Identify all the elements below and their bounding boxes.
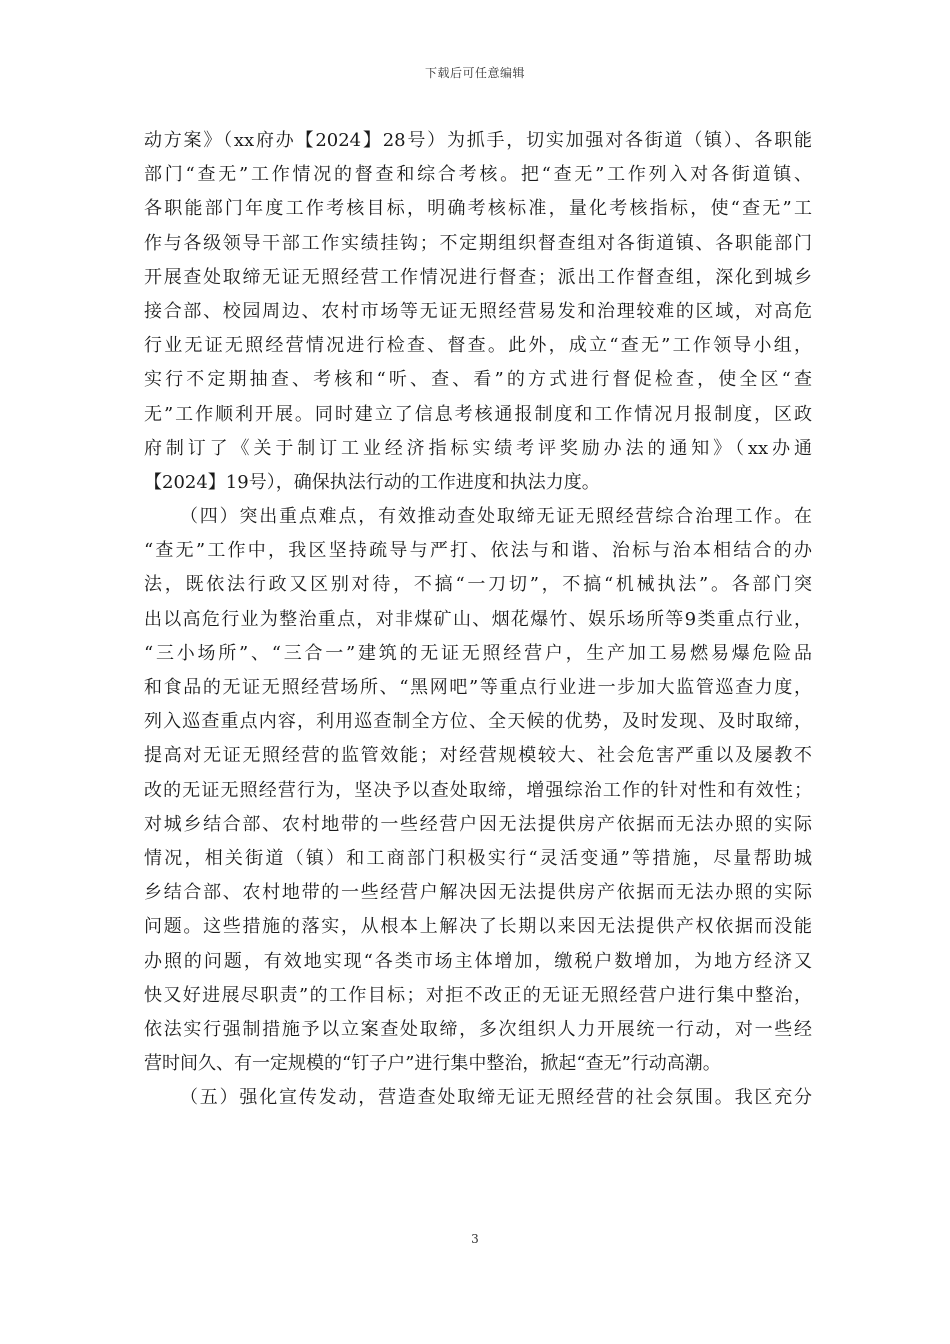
- text-line: 和食品的无证无照经营场所、“黑网吧”等重点行业进一步加大监管巡查力度，: [144, 677, 812, 698]
- text-line: 法，既依法行政又区别对待，不搞“一刀切”，不搞“机械执法”。各部门突: [144, 574, 812, 596]
- text-line: 出以高危行业为整治重点，对非煤矿山、烟花爆竹、娱乐场所等9类重点行业，: [144, 608, 812, 630]
- text-line: 营时间久、有一定规模的“钉子户”进行集中整治，掀起“查无”行动高潮。: [144, 1053, 721, 1075]
- text-line: 作与各级领导干部工作实绩挂钩；不定期组织督查组对各街道镇、各职能部门: [144, 232, 812, 254]
- text-line: “查无”工作中，我区坚持疏导与严打、依法与和谐、治标与治本相结合的办: [144, 540, 812, 562]
- text-line: 改的无证无照经营行为，坚决予以查处取缔，增强综治工作的针对性和有效性；: [144, 779, 812, 801]
- text-line: 部门“查无”工作情况的督查和综合考核。把“查无”工作列入对各街道镇、: [144, 164, 812, 186]
- paragraph: [144, 500, 812, 1081]
- paragraph: [144, 124, 812, 500]
- page-header: 下载后可任意编辑: [424, 66, 525, 80]
- text-line: 对城乡结合部、农村地带的一些经营户因无法提供房产依据而无法办照的实际: [144, 813, 812, 835]
- text-line: 问题。这些措施的落实，从根本上解决了长期以来因无法提供产权依据而没能: [144, 916, 812, 938]
- text-line: 情况，相关街道（镇）和工商部门积极实行“灵活变通”等措施，尽量帮助城: [144, 847, 812, 869]
- text-line: 乡结合部、农村地带的一些经营户解决因无法提供房产依据而无法办照的实际: [144, 882, 812, 904]
- text-line: （四）突出重点难点，有效推动查处取缔无证无照经营综合治理工作。在: [180, 506, 812, 528]
- document-body: [144, 124, 812, 1115]
- text-line: 提高对无证无照经营的监管效能；对经营规模较大、社会危害严重以及屡教不: [144, 745, 812, 767]
- text-line: 列入巡查重点内容，利用巡查制全方位、全天候的优势，及时发现、及时取缔，: [144, 711, 812, 733]
- text-line: 府制订了《关于制订工业经济指标实绩考评奖励办法的通知》（xx办通: [144, 437, 812, 459]
- text-line: 办照的问题，有效地实现“各类市场主体增加，缴税户数增加，为地方经济又: [144, 950, 812, 972]
- text-line: （五）强化宣传发动，营造查处取缔无证无照经营的社会氛围。我区充分: [180, 1087, 812, 1109]
- text-line: 无”工作顺利开展。同时建立了信息考核通报制度和工作情况月报制度，区政: [144, 403, 812, 425]
- paragraph: [144, 1081, 812, 1115]
- text-line: 各职能部门年度工作考核目标，明确考核标准，量化考核指标，使“查无”工: [144, 198, 812, 220]
- text-line: 接合部、校园周边、农村市场等无证无照经营易发和治理较难的区域，对高危: [144, 300, 812, 322]
- text-line: 行业无证无照经营情况进行检查、督查。此外，成立“查无”工作领导小组，: [144, 335, 812, 357]
- text-line: 动方案》（xx府办【2024】28号）为抓手，切实加强对各街道（镇）、各职能: [144, 130, 812, 151]
- text-line: 快又好进展尽职责”的工作目标；对拒不改正的无证无照经营户进行集中整治，: [144, 984, 812, 1006]
- text-line: 【2024】19号），确保执法行动的工作进度和执法力度。: [144, 471, 600, 493]
- text-line: 开展查处取缔无证无照经营工作情况进行督查；派出工作督查组，深化到城乡: [144, 266, 812, 288]
- text-line: 实行不定期抽查、考核和“听、查、看”的方式进行督促检查，使全区“查: [144, 369, 812, 391]
- text-line: “三小场所”、“三合一”建筑的无证无照经营户，生产加工易燃易爆危险品: [144, 642, 812, 664]
- page-number: 3: [471, 1232, 479, 1246]
- text-line: 依法实行强制措施予以立案查处取缔，多次组织人力开展统一行动，对一些经: [144, 1018, 812, 1040]
